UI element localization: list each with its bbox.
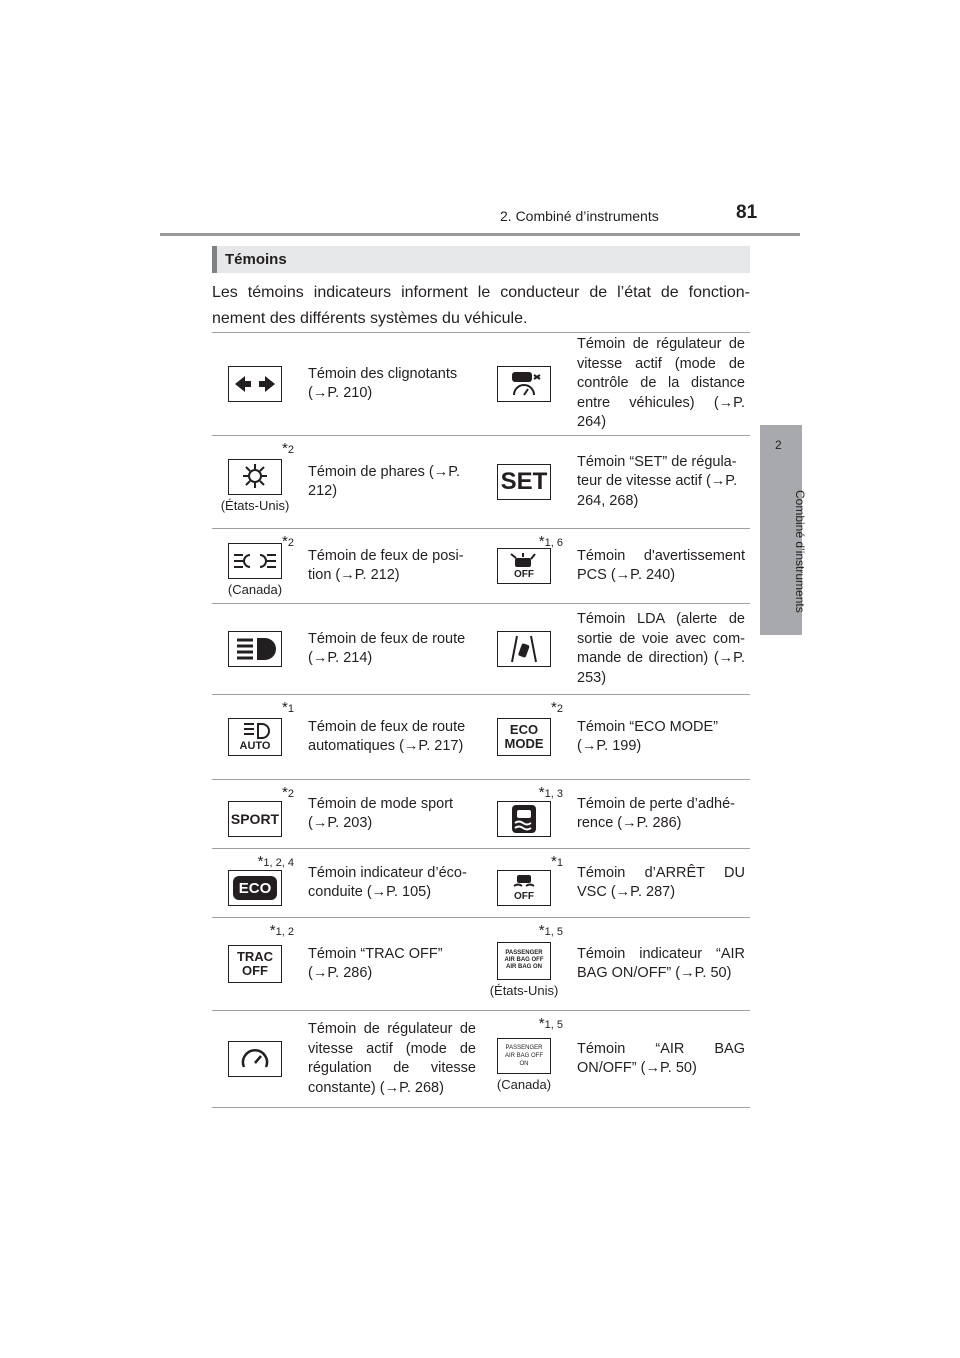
sport-icon bbox=[228, 801, 282, 837]
side-tab-number: 2 bbox=[775, 438, 782, 452]
footnote-marker: *2 bbox=[551, 699, 563, 716]
table-row bbox=[212, 332, 750, 435]
description-text: Témoin de régulateur de vitesse actif (mode de contrôle de la distance entre véhicules) (→P. 264) bbox=[577, 336, 745, 431]
footnote-marker: *1, 2, 4 bbox=[257, 853, 294, 870]
description-text: Témoin “ECO MODE” (→P. 199) bbox=[577, 718, 718, 754]
vsc-off-icon bbox=[497, 870, 551, 906]
description-cell bbox=[298, 333, 481, 435]
icon-label: AUTO bbox=[239, 740, 271, 752]
icon-cell bbox=[212, 780, 298, 848]
table-row bbox=[212, 779, 750, 848]
footnote-marker: *1, 5 bbox=[538, 922, 563, 939]
table-row bbox=[212, 848, 750, 917]
icon-cell bbox=[481, 604, 567, 694]
footnote-marker: *1 bbox=[551, 853, 563, 870]
icon-label: PASSENGER AIR BAG OFF ON bbox=[504, 1044, 543, 1067]
table-row bbox=[212, 603, 750, 694]
auto-high-beam-icon bbox=[228, 718, 282, 756]
description-text: Témoin des clignotants (→P. 210) bbox=[308, 365, 458, 401]
side-tab-label: Combiné d’instruments bbox=[793, 490, 807, 613]
description-cell bbox=[298, 604, 481, 694]
description-cell bbox=[298, 849, 481, 917]
icon-cell bbox=[212, 436, 298, 528]
description-cell bbox=[567, 333, 750, 435]
icon-cell bbox=[212, 1011, 298, 1107]
icon-cell bbox=[481, 849, 567, 917]
position-lights-icon bbox=[228, 543, 282, 579]
description-text: Témoin de perte d’adhé-rence (→P. 286) bbox=[577, 795, 735, 831]
description-text: Témoin de régulateur de vitesse actif (mode de régulation de vitesse constante) (→P. 268) bbox=[308, 1021, 476, 1096]
description-text: Témoin de feux de posi-tion (→P. 212) bbox=[308, 547, 464, 583]
icon-cell bbox=[212, 695, 298, 779]
description-text: Témoin d’ARRÊT DU VSC (→P. 287) bbox=[577, 864, 745, 900]
icon-cell bbox=[212, 529, 298, 603]
footnote-marker: *1, 5 bbox=[538, 1015, 563, 1032]
icon-label: TRAC OFF bbox=[236, 949, 274, 978]
icon-label: PASSENGER AIR BAG OFF AIR BAG ON bbox=[504, 950, 544, 970]
eco-mode-icon bbox=[497, 718, 551, 756]
eco-badge bbox=[233, 876, 277, 900]
description-text: Témoin “TRAC OFF” (→P. 286) bbox=[308, 945, 443, 981]
icon-label: SET bbox=[500, 468, 548, 495]
icon-cell bbox=[212, 604, 298, 694]
icon-cell bbox=[481, 529, 567, 603]
icon-label: OFF bbox=[514, 569, 534, 580]
footnote-marker: *1, 3 bbox=[538, 784, 563, 801]
description-text: Témoin “SET” de régula-teur de vitesse actif (→P. 264, 268) bbox=[577, 453, 738, 509]
description-text: Témoin de feux de route (→P. 214) bbox=[308, 630, 466, 666]
section-heading bbox=[212, 246, 750, 273]
table-row bbox=[212, 528, 750, 603]
description-cell bbox=[567, 780, 750, 848]
description-cell bbox=[298, 918, 481, 1010]
region-note: (États-Unis) bbox=[220, 497, 290, 513]
footnote-marker: *2 bbox=[282, 440, 294, 457]
slip-icon bbox=[497, 801, 551, 837]
region-note: (Canada) bbox=[227, 581, 283, 597]
set-icon bbox=[497, 464, 551, 500]
footnote-marker: *1, 2 bbox=[269, 922, 294, 939]
headlight-icon bbox=[228, 459, 282, 495]
icon-cell bbox=[481, 695, 567, 779]
pcs-icon bbox=[497, 548, 551, 584]
table-row bbox=[212, 917, 750, 1010]
description-text: Témoin indicateur d’éco-conduite (→P. 105) bbox=[308, 864, 467, 900]
icon-cell bbox=[481, 918, 567, 1010]
description-cell bbox=[567, 436, 750, 528]
turn-signal-icon bbox=[228, 366, 282, 402]
icon-cell bbox=[481, 333, 567, 435]
icon-cell bbox=[212, 333, 298, 435]
description-text: Témoin de mode sport (→P. 203) bbox=[308, 795, 454, 831]
table-row bbox=[212, 435, 750, 528]
lda-icon bbox=[497, 631, 551, 667]
high-beam-icon bbox=[228, 631, 282, 667]
table-row bbox=[212, 694, 750, 779]
description-text: Témoin “AIR BAG ON/OFF” (→P. 50) bbox=[577, 1040, 745, 1076]
footnote-marker: *1, 6 bbox=[538, 533, 563, 550]
description-text: Témoin de phares (→P. 212) bbox=[308, 463, 461, 499]
trac-off-icon bbox=[228, 945, 282, 983]
chapter-title: 2. Combiné d’instruments bbox=[500, 208, 659, 224]
description-text: Témoin LDA (alerte de sortie de voie avec com-mande de direction) (→P. 253) bbox=[577, 611, 745, 686]
footnote-marker: *1 bbox=[282, 699, 294, 716]
description-cell bbox=[298, 529, 481, 603]
section-accent bbox=[212, 246, 217, 273]
description-cell bbox=[567, 918, 750, 1010]
icon-label: OFF bbox=[514, 891, 534, 902]
radar-cruise-distance-icon bbox=[497, 366, 551, 402]
icon-cell bbox=[212, 918, 298, 1010]
icon-label: ECO MODE bbox=[504, 722, 544, 751]
description-cell bbox=[298, 1011, 481, 1107]
intro-paragraph: Les témoins indicateurs informent le conducteur de l’état de fonction-nement des différents systèmes du véhicule. bbox=[212, 284, 750, 327]
description-cell bbox=[567, 604, 750, 694]
section-title: Témoins bbox=[225, 251, 287, 268]
icon-cell bbox=[212, 849, 298, 917]
description-cell bbox=[567, 529, 750, 603]
icon-label: SPORT bbox=[230, 810, 280, 827]
page-number: 81 bbox=[736, 202, 758, 223]
airbag-canada-icon bbox=[497, 1038, 551, 1074]
description-cell bbox=[298, 695, 481, 779]
indicator-table bbox=[212, 332, 750, 1108]
description-cell bbox=[567, 1011, 750, 1107]
icon-cell bbox=[481, 436, 567, 528]
description-cell bbox=[567, 695, 750, 779]
description-text: Témoin de feux de route automatiques (→P. 217) bbox=[308, 718, 466, 754]
eco-drive-icon bbox=[228, 870, 282, 906]
region-note: (États-Unis) bbox=[489, 982, 559, 998]
icon-label: ECO bbox=[238, 879, 272, 897]
icon-cell bbox=[481, 780, 567, 848]
footnote-marker: *2 bbox=[282, 784, 294, 801]
description-cell bbox=[298, 436, 481, 528]
cruise-constant-icon bbox=[228, 1041, 282, 1077]
description-cell bbox=[567, 849, 750, 917]
description-text: Témoin indicateur “AIR BAG ON/OFF” (→P. 50) bbox=[577, 945, 745, 981]
table-row bbox=[212, 1010, 750, 1108]
icon-cell bbox=[481, 1011, 567, 1107]
description-cell bbox=[298, 780, 481, 848]
footnote-marker: *2 bbox=[282, 533, 294, 550]
header-rule bbox=[160, 233, 800, 236]
region-note: (Canada) bbox=[496, 1076, 552, 1092]
passenger-airbag-icon bbox=[497, 942, 551, 980]
description-text: Témoin d'avertissement PCS (→P. 240) bbox=[577, 547, 745, 583]
